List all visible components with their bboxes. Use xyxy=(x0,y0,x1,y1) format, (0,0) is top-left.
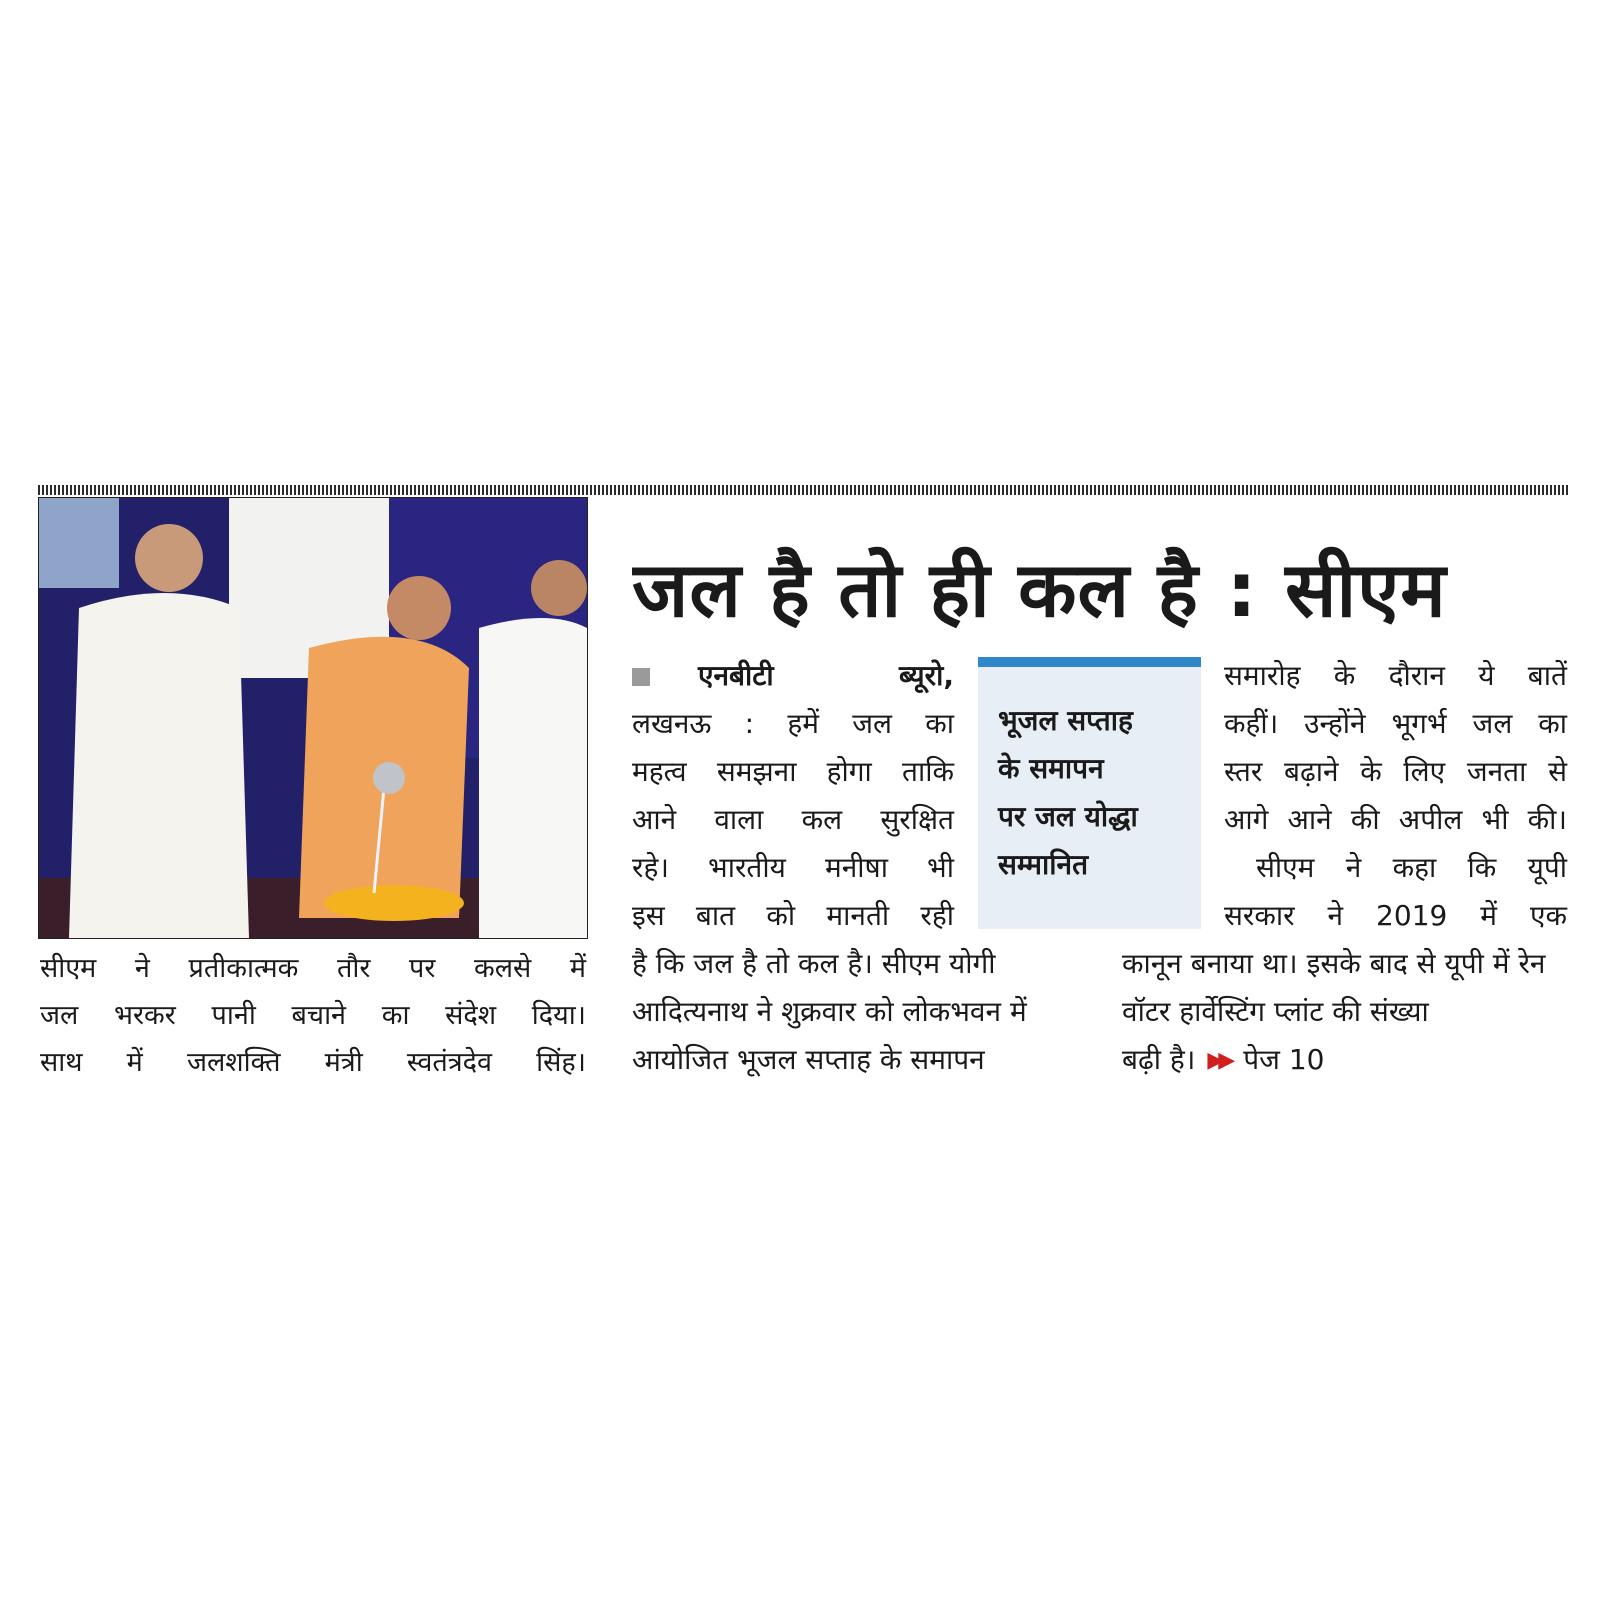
photo-illustration xyxy=(39,498,587,938)
highlight-line: पर जल योद्धा xyxy=(998,800,1138,833)
top-rule xyxy=(38,485,1568,495)
article-end-text: बढ़ी है। xyxy=(1122,1043,1196,1076)
article-line: महत्व समझना होगा ताकि xyxy=(632,755,954,788)
article-last-line xyxy=(1122,1036,1567,1085)
article-line: स्तर बढ़ाने के लिए जनता से xyxy=(1224,755,1567,788)
article-line: में आयोजित भूजल सप्ताह के समापन xyxy=(632,995,1027,1076)
caption-line: जल भरकर पानी बचाने का संदेश दिया। xyxy=(40,1000,586,1031)
article-line: आने वाला कल सुरक्षित xyxy=(632,803,954,836)
article-wide-right xyxy=(1122,940,1567,1085)
news-photo xyxy=(38,497,588,939)
bullet-square-icon xyxy=(632,668,650,686)
article-column-3 xyxy=(1224,652,1567,940)
article-wide-left xyxy=(632,940,1082,1084)
highlight-box xyxy=(978,657,1201,929)
article-line: कानून बनाया था। इसके बाद से यूपी xyxy=(1122,947,1484,980)
highlight-line: के समापन xyxy=(998,752,1104,785)
dateline-text: एनबीटी ब्यूरो, xyxy=(698,659,954,692)
headline: जल है तो ही कल है : सीएम xyxy=(632,545,1447,634)
article-line: आदित्यनाथ ने शुक्रवार को लोकभवन xyxy=(632,995,1002,1028)
article-line: कहीं। उन्होंने भूगर्भ जल का xyxy=(1224,707,1567,740)
article-line: समारोह के दौरान ये बातें xyxy=(1224,659,1567,692)
photo-caption xyxy=(40,945,586,1086)
article-line: है कि जल है तो कल है। सीएम योगी xyxy=(632,947,996,980)
dateline xyxy=(632,652,954,700)
article-line: इस बात को मानती रही xyxy=(632,899,954,932)
article-line: लखनऊ : हमें जल का xyxy=(632,707,954,740)
highlight-line: भूजल सप्ताह xyxy=(998,704,1133,737)
highlight-box-text xyxy=(998,697,1188,889)
caption-line: साथ में जलशक्ति मंत्री स्वतंत्रदेव सिंह। xyxy=(40,1047,586,1078)
article-line: आगे आने की अपील भी की। xyxy=(1224,803,1567,836)
article-line: सीएम ने कहा कि यूपी xyxy=(1256,851,1567,884)
caption-line: सीएम ने प्रतीकात्मक तौर पर कलसे में xyxy=(40,953,586,984)
article-line: सरकार ने 2019 में एक xyxy=(1224,899,1567,932)
article-line: रहे। भारतीय मनीषा भी xyxy=(632,851,954,884)
highlight-line: सम्मानित xyxy=(998,848,1089,881)
article-line: में रेन वॉटर हार्वेस्टिंग प्लांट की संख्या xyxy=(1122,947,1546,1028)
article-column-1 xyxy=(632,652,954,940)
double-right-arrow-icon: ▶▶ xyxy=(1207,1048,1230,1073)
continued-page-link[interactable]: पेज 10 xyxy=(1243,1043,1325,1076)
